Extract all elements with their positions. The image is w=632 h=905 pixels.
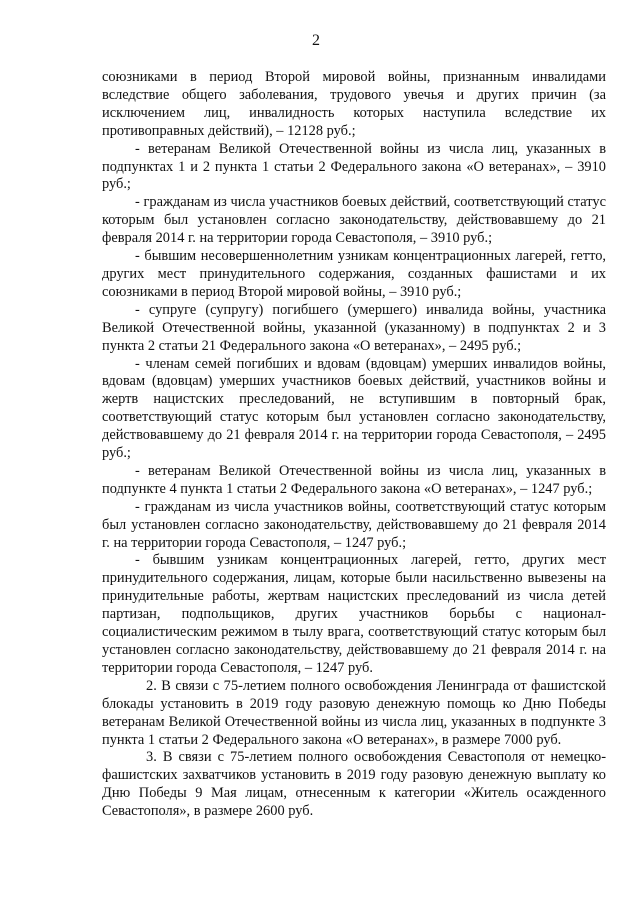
list-item-former-prisoners: - бывшим узникам концентрационных лагерей, гетто, других мест принудительного содержания, лицам, которые были насильственно вывезены на принудительные работы, жертвам нацистских преследований из числа детей партизан, подпольщиков, других участников борьбы с национал-социалистическим режимом в тылу врага, соответствующий статус которым был установлен согласно законодательству, действовавшему до 21 февраля 2014 г. на территории города Севастополя, – 1247 руб. xyxy=(102,552,606,676)
clause-2: 2. В связи с 75-летием полного освобождения Ленинграда от фашистской блокады установить в 2019 году разовую денежную помощь ко Дню Победы ветеранам Великой Отечественной войны из числа лиц, указанных в подпункте 3 пункта 1 статьи 2 Федерального закона «О ветеранах», в размере 7000 руб. xyxy=(102,677,606,748)
page-number: 2 xyxy=(312,32,320,49)
list-item-combat-participants: - гражданам из числа участников боевых действий, соответствующий статус которым был установлен согласно законодательству, действовавшему до 21 февраля 2014 г. на территории города Севастополя, – 3910 руб.; xyxy=(102,194,606,247)
list-item-family-members: - членам семей погибших и вдовам (вдовцам) умерших инвалидов войны, вдовам (вдовцам) умерших участников боевых действий, участников войны и жертв нацистских преследований, не вступившим в повторный брак, соответствующий статус которым был установлен согласно законодательству, действовавшему до 21 февраля 2014 г. на территории города Севастополя, – 2495 руб.; xyxy=(102,355,606,462)
list-item-veterans-subpoint-4: - ветеранам Великой Отечественной войны из числа лиц, указанных в подпункте 4 пункта 1 статьи 2 Федерального закона «О ветеранах», – 1247 руб.; xyxy=(102,462,606,497)
list-item-wwii-veterans: - ветеранам Великой Отечественной войны из числа лиц, указанных в подпунктах 1 и 2 пункта 1 статьи 2 Федерального закона «О ветеранах», – 3910 руб.; xyxy=(102,140,606,193)
paragraph-continuation: союзниками в период Второй мировой войны, признанным инвалидами вследствие общего заболевания, трудового увечья и других причин (за исключением лиц, инвалидность которых наступила вследствие их противоправных действий), – 12128 руб.; xyxy=(102,69,606,139)
list-item-war-participants: - гражданам из числа участников войны, соответствующий статус которым был установлен согласно законодательству, действовавшему до 21 февраля 2014 г. на территории города Севастополя, – 1247 руб.; xyxy=(102,498,606,551)
list-item-spouses: - супруге (супругу) погибшего (умершего) инвалида войны, участника Великой Отечественной войны, указанной (указанному) в подпунктах 2 и 3 пункта 2 статьи 21 Федерального закона «О ветеранах», – 2495 руб.; xyxy=(102,301,606,354)
document-body xyxy=(102,69,606,821)
clause-3: 3. В связи с 75-летием полного освобождения Севастополя от немецко-фашистских захватчиков установить в 2019 году разовую денежную выплату ко Дню Победы 9 Мая лицам, отнесенным к категории «Житель осажденного Севастополя», в размере 2600 руб. xyxy=(102,749,606,820)
list-item-former-minor-prisoners: - бывшим несовершеннолетним узникам концентрационных лагерей, гетто, других мест принудительного содержания, созданных фашистами и их союзниками в период Второй мировой войны, – 3910 руб.; xyxy=(102,248,606,300)
